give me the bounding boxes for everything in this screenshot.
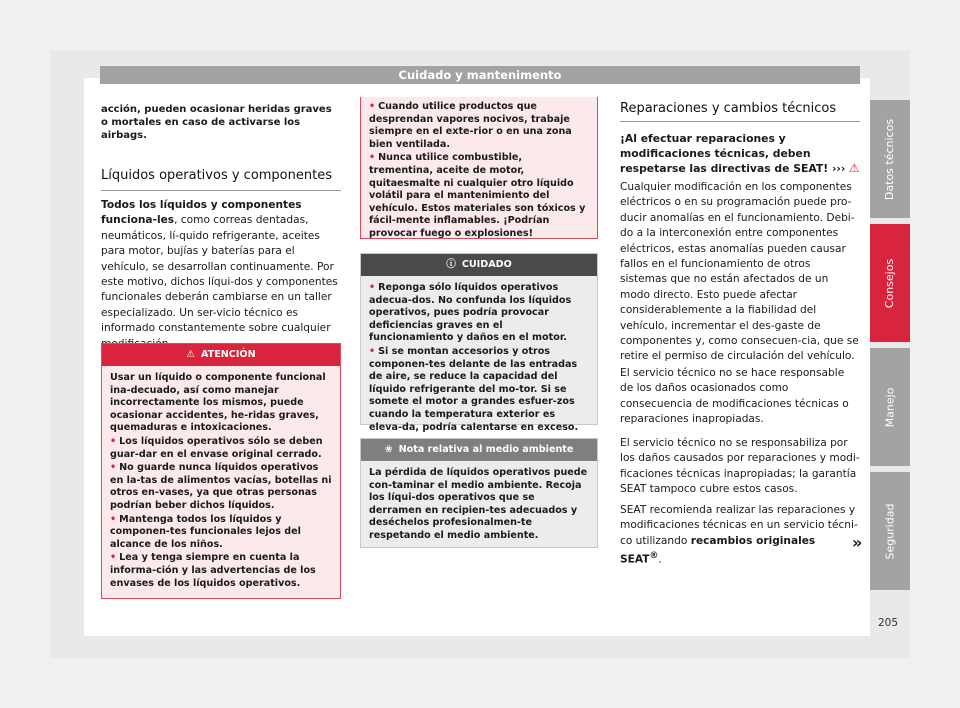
info-circle-icon: ⓘ: [446, 259, 456, 270]
warning-header: [102, 344, 340, 366]
repairs-paragraph-3: El servicio técnico no se responsabiliza por los daños causados por reparaciones y modi-ficaciones técnicas inapropiadas; la garantía SEAT tampoco cubre estos casos.: [620, 437, 860, 496]
warning-continued-box: [360, 97, 598, 239]
warning-bullet: • Los líquidos operativos sólo se deben guar-dar en el envase original cerrado.: [110, 435, 323, 460]
top-note: acción, pueden ocasionar heridas graves o mortales en caso de activarse los airbags.: [101, 104, 332, 141]
intro-paragraph: [101, 198, 341, 352]
warning-bullet: • Nunca utilice combustible, trementina, aceite de motor, quitaesmalte ni cualquier otro líquido volátil para el mantenimiento del vehículo. Estos materiales son tóxicos y fácil-mente inflamables. ¡Podrían provocar fuego o explosiones!: [369, 152, 586, 239]
section-rule: [620, 121, 860, 122]
caution-body: [361, 276, 597, 441]
bullet-icon: •: [369, 101, 376, 112]
environment-header: [361, 439, 597, 461]
warning-lead: Usar un líquido o componente funcional ina-decuado, así como manejar incorrectamente los mismos, puede ocasionar accidentes, he-ridas graves, quemaduras e intoxicaciones.: [110, 372, 326, 434]
section-title-repairs: Reparaciones y cambios técnicos: [620, 101, 837, 116]
tab-manejo[interactable]: Manejo: [870, 348, 910, 466]
section-title-liquids: Líquidos operativos y componentes: [101, 168, 332, 183]
repairs-paragraph-1: Cualquier modificación en los componentes eléctricos o en su programación puede pro-ducir anomalías en el funcionamiento. Debi-do a la interconexión entre componentes eléctricos, estas anomalías pueden causar fallos en el funcionamiento de otros sistemas que no están afectados de un modo directo. Esto puede afectar considerablemente a la fiabilidad del vehículo, incrementar el des-gaste de componentes y, como consecuen-cia, que se retire el permiso de circulación del vehículo.: [620, 181, 859, 363]
caution-box: [360, 253, 598, 433]
intro-rest: , como correas dentadas, neumáticos, lí-quido refrigerante, aceites para motor, bujías y baterías para el vehículo, se desarrollan continuamente. Por este motivo, dichos líqui-dos y componentes funcionales deberán cambiarse en un taller especializado. Un ser-vicio técnico es informado constantemente sobre cualquier: [101, 214, 338, 335]
bullet-icon: •: [110, 462, 117, 474]
warning-bullet: • Mantenga todos los líquidos y componen-tes funcionales lejos del alcance de los niños.: [110, 513, 301, 550]
repairs-lead: ¡Al efectuar reparaciones y modificaciones técnicas, deben respetarse las directivas de SEAT! ››› ⚠: [620, 132, 860, 175]
bullet-icon: •: [369, 282, 376, 293]
caution-header: [361, 254, 597, 276]
tab-consejos[interactable]: Consejos: [870, 224, 910, 342]
repairs-paragraph-4: SEAT recomienda realizar las reparaciones y modificaciones técnicas en un servicio técni-co utilizando recambios originales SEAT®.: [620, 504, 858, 566]
warning-continued-body: [361, 97, 597, 248]
warning-box: [101, 343, 341, 599]
bullet-icon: •: [110, 552, 117, 564]
tab-seguridad[interactable]: Seguridad: [870, 472, 910, 590]
bullet-icon: •: [369, 345, 376, 357]
tab-datos-tecnicos[interactable]: Datos técnicos: [870, 100, 910, 218]
environment-title: Nota relativa al medio ambiente: [398, 444, 574, 455]
intro-bold: Todos los líquidos y componentes funciona-les: [101, 199, 302, 227]
caution-bullet: • Si se montan accesorios y otros componen-tes delante de las entradas de aire, se reduce la capacidad del líquido refrigerante del mo-tor. Si se somete el motor a grandes esfuer-zos cuando la temperatura exterior es eleva-da, podría calentarse en exceso.: [369, 345, 579, 433]
bullet-icon: •: [369, 152, 376, 164]
continue-arrow-icon: »: [852, 533, 863, 552]
warning-bullet: • No guarde nunca líquidos operativos en la-tas de alimentos vacías, botellas ni otros en-vases, ya que otras personas podrían beber dichos líquidos.: [110, 462, 332, 511]
warning-bullet: • Lea y tenga siempre en cuenta la informa-ción y las advertencias de los envases de los líquidos operativos.: [110, 552, 316, 589]
page-number: 205: [878, 617, 899, 629]
warning-triangle-icon: ⚠: [186, 349, 195, 360]
caution-bullet: • Reponga sólo líquidos operativos adecua-dos. No confunda los líquidos operativos, pues podría provocar deficiencias graves en el funcionamiento y daños en el motor.: [369, 282, 572, 344]
leaf-icon: ❀: [384, 444, 393, 455]
bullet-icon: •: [110, 435, 117, 447]
caution-title: CUIDADO: [461, 259, 512, 270]
environment-note-box: [360, 438, 598, 548]
environment-body: La pérdida de líquidos operativos puede con-taminar el medio ambiente. Recoja los líqui-dos operativos que se derramen en recipien-tes adecuados y deséchelos profesionalmen-te respetando el medio ambiente.: [369, 467, 588, 541]
section-rule: [101, 190, 341, 191]
warning-title: ATENCIÓN: [201, 349, 256, 360]
warning-triangle-icon: ⚠: [848, 161, 860, 175]
repairs-paragraph-2: El servicio técnico no se hace responsable de los daños ocasionados como consecuencia de modificaciones técnicas o reparaciones inapropiadas.: [620, 367, 849, 426]
bullet-icon: •: [110, 513, 117, 525]
warning-bullet: • Cuando utilice productos que desprendan vapores nocivos, trabaje siempre en el exte-rior o en una zona bien ventilada.: [369, 101, 572, 150]
page-header: Cuidado y mantenimento: [100, 66, 860, 84]
warning-body: [102, 366, 340, 597]
